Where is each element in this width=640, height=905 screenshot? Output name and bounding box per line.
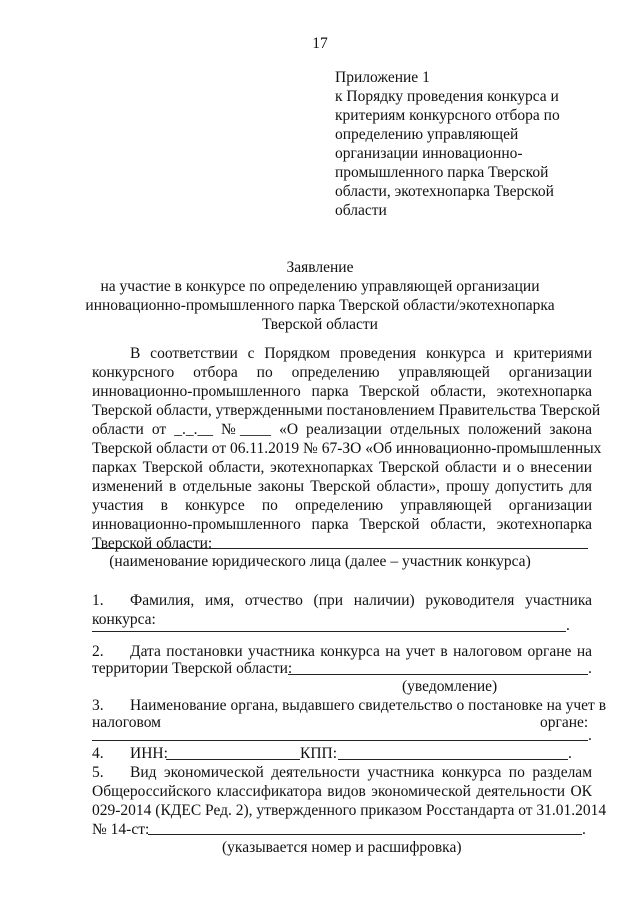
appendix-line: Приложение 1 [335,69,430,86]
tax-registration-date-field[interactable] [288,674,588,675]
item3-text: Наименование органа, выдавшего свидетельство о постановке на учет в [130,697,607,714]
item3-number: 3. [92,697,104,714]
intro-line: парках Тверской области, экотехнопарках Тверской области и о внесении [92,459,592,476]
item5-text: Вид экономической деятельности участника конкурса по разделам [130,764,592,781]
page-number: 17 [312,35,328,52]
title-line: Тверской области [262,316,378,333]
item1-text-cont: конкурса: [92,611,156,628]
item5-end: . [582,821,586,838]
kpp-label: КПП: [300,745,338,762]
appendix-line: промышленного парка Тверской [335,164,549,181]
intro-line: Тверской области: [92,535,213,552]
appendix-line: области [335,202,387,219]
item3-end: . [588,727,592,744]
title-line: на участие в конкурсе по определению управляющей организации [100,278,540,295]
inn-field[interactable] [166,759,300,760]
director-name-field[interactable] [92,631,566,632]
item3-text-right: органе: [540,714,589,731]
title-heading: Заявление [286,259,354,276]
intro-line: области от _._.__ №____ «О реализации отдельных положений закона [92,421,592,438]
item5-text: Общероссийского классификатора видов экономической деятельности ОК [92,783,592,800]
intro-line: Тверской области, утвержденными постановлением Правительства Тверской [92,402,601,419]
tax-authority-field[interactable] [92,740,588,741]
item2-text-cont: территории Тверской области: [92,660,293,677]
intro-line: Тверской области от 06.11.2019 № 67-ЗО «Об инновационно-промышленных [92,440,602,457]
item1-number: 1. [92,592,104,609]
item2-text: Дата постановки участника конкурса на учет в налоговом органе на [130,643,592,660]
appendix-line: критериям конкурсного отбора по [335,107,560,124]
kpp-field[interactable] [338,759,568,760]
intro-line: конкурсного отбора по определению управляющей организации [92,364,592,381]
item1-text: Фамилия, имя, отчество (при наличии) руководителя участника [130,592,592,609]
intro-line: В соответствии с Порядком проведения конкурса и критериями [130,345,592,362]
item5-text: 029-2014 (КДЕС Ред. 2), утвержденного приказом Росстандарта от 31.01.2014 [92,802,607,819]
activity-type-field[interactable] [148,834,582,835]
item4-end: . [568,745,572,762]
inn-label: ИНН: [130,745,168,762]
legal-entity-name-field[interactable] [92,548,588,549]
item2-end: . [588,660,592,677]
appendix-line: определению управляющей [335,126,519,143]
intro-line: изменений в отдельные законы Тверской области», прошу допустить для [92,478,592,495]
item5-caption: (указывается номер и расшифровка) [222,839,462,856]
legal-entity-caption: (наименование юридического лица (далее – участник конкурса) [109,553,531,570]
appendix-line: организации инновационно- [335,145,523,162]
item5-number: 5. [92,764,104,781]
item5-text-last: № 14-ст: [92,821,150,838]
item2-number: 2. [92,643,104,660]
intro-line: инновационно-промышленного парка Тверской области, экотехнопарка [92,383,592,400]
intro-line: участия в конкурсе по определению управляющей организации [92,497,592,514]
item1-end: . [566,617,570,634]
item3-text-left: налоговом [92,714,161,731]
item4-number: 4. [92,745,104,762]
appendix-line: области, экотехнопарка Тверской [335,183,554,200]
appendix-line: к Порядку проведения конкурса и [335,88,559,105]
intro-line: инновационно-промышленного парка Тверской области, экотехнопарка [92,516,592,533]
title-line: инновационно-промышленного парка Тверской области/экотехнопарка [85,297,555,314]
item2-caption: (уведомление) [402,678,498,695]
